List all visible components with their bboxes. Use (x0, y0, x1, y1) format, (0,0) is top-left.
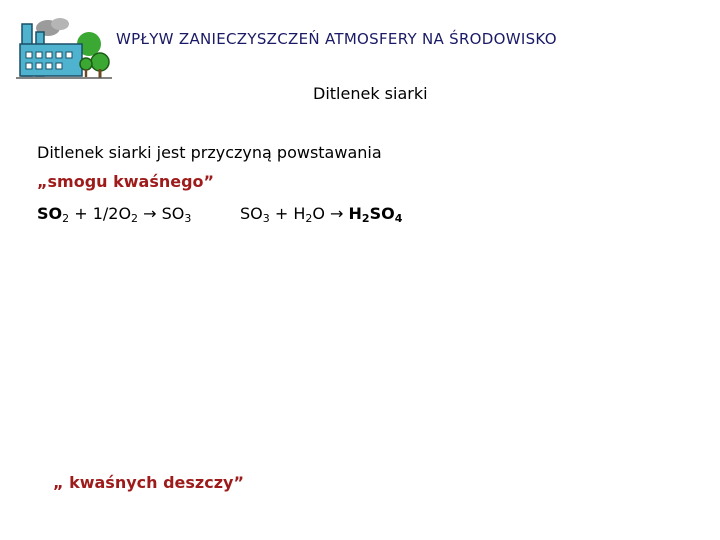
reaction-2-so: SO (240, 204, 263, 223)
reaction-1-sub: 3 (184, 212, 192, 225)
reaction-2-h: H (348, 204, 362, 223)
reaction-2-sub: 4 (394, 212, 403, 225)
reaction-2-arrow: O → (312, 204, 349, 223)
smog-highlight: „smogu kwaśnego” (37, 172, 215, 191)
reaction-so2-oxidation (37, 204, 191, 225)
reaction-1-o2: + 1/2O (69, 204, 132, 223)
body-text: Ditlenek siarki jest przyczyną powstawania (37, 143, 382, 162)
factory-with-trees-icon (14, 14, 114, 86)
reaction-2-sub: 3 (262, 212, 270, 225)
reaction-2-so4: SO (369, 204, 395, 223)
page-title: WPŁYW ZANIECZYSZCZEŃ ATMOSFERY NA ŚRODOWISKO (116, 30, 557, 48)
reaction-1-so: SO (37, 204, 63, 223)
reaction-2-h2o: + H (269, 204, 306, 223)
reaction-so3-hydration (240, 204, 402, 225)
reaction-2-sub: 2 (305, 212, 313, 225)
reaction-1-product: → SO (138, 204, 185, 223)
reaction-1-sub: 2 (62, 212, 70, 225)
reaction-2-sub: 2 (361, 212, 370, 225)
acid-rain-note: „ kwaśnych deszczy” (53, 473, 244, 492)
reaction-1-sub: 2 (131, 212, 139, 225)
slide-subtitle: Ditlenek siarki (313, 84, 428, 103)
